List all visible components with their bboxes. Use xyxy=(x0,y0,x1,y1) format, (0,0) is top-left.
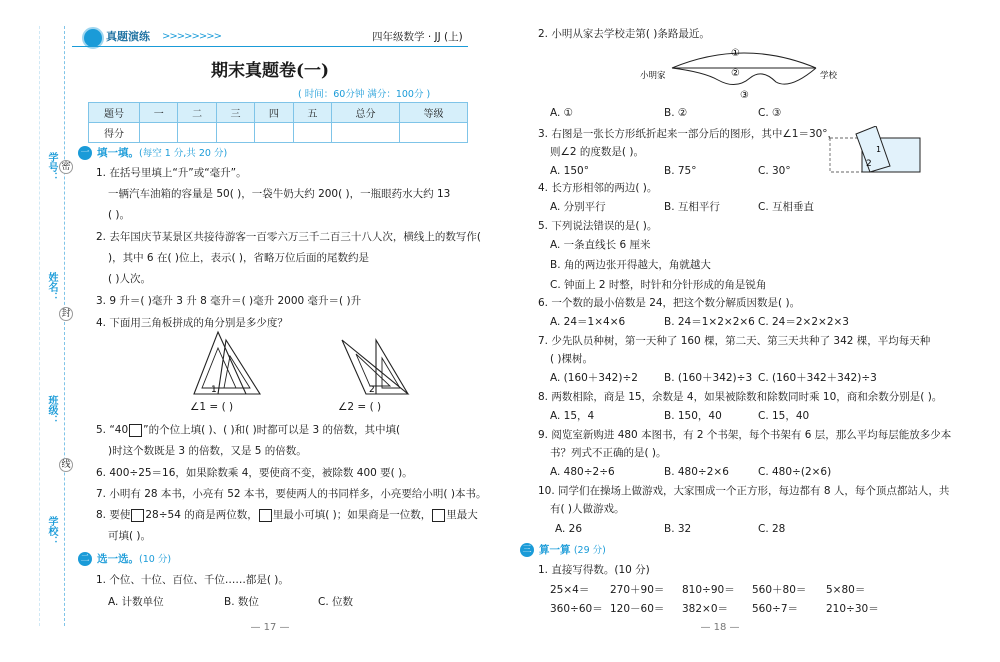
folded-paper-figure xyxy=(826,126,926,174)
r-q6-option-a[interactable]: A. 24＝1×4×6 xyxy=(550,316,626,328)
angle-2-label: ∠2 = ( ) xyxy=(338,401,382,413)
route-path-2: ② xyxy=(731,68,740,79)
r-q9-option-b[interactable]: B. 480÷2×6 xyxy=(664,466,729,478)
binding-label-school: 学校： xyxy=(46,516,57,546)
r-q7-option-b[interactable]: B. (160＋342)÷3 xyxy=(664,372,753,384)
fold-angle-2: 2 xyxy=(866,159,872,169)
r-q2-option-a[interactable]: A. ① xyxy=(550,107,574,119)
q6-line: 6. 400÷25＝16，如果除数乘 4，要使商不变，被除数 400 要( )。 xyxy=(96,467,413,479)
calc-item: 382×0＝ xyxy=(682,603,729,615)
s2-q1-option-a[interactable]: A. 计数单位 xyxy=(108,596,164,608)
seal-feng: 封 xyxy=(59,307,73,321)
binding-label-student-id: 学号： xyxy=(46,152,57,182)
section-1-title: 填一填。 xyxy=(97,147,139,159)
q8-part4: 里最大 xyxy=(446,509,478,521)
left-page-number: — 17 — xyxy=(250,622,290,633)
section-3-title: 算一算 xyxy=(539,544,571,556)
binding-line-outer xyxy=(39,26,40,626)
r-q3-option-a[interactable]: A. 150° xyxy=(550,165,589,177)
r-q9-line2: 书？列式不正确的是( )。 xyxy=(550,447,667,459)
score-cell[interactable] xyxy=(216,123,254,143)
section-2-number: 二 xyxy=(78,552,92,566)
r-q2-option-b[interactable]: B. ② xyxy=(664,107,688,119)
section-3-header xyxy=(520,543,606,558)
r-q5-option-a[interactable]: A. 一条直线长 6 厘米 xyxy=(550,239,651,251)
route-path-1: ① xyxy=(731,48,740,59)
right-page-number: — 18 — xyxy=(700,622,740,633)
q5-blank-box[interactable] xyxy=(129,424,142,437)
r-q5-option-b[interactable]: B. 角的两边张开得越大，角就越大 xyxy=(550,259,711,271)
r-q10-line2: 有( )人做游戏。 xyxy=(550,503,625,515)
q8-line1 xyxy=(96,508,478,522)
r-q3-line1: 3. 右图是一张长方形纸折起来一部分后的图形，其中∠1＝30°， xyxy=(538,128,839,140)
angle-2-marker: 2 xyxy=(369,385,375,395)
score-header-cell: 四 xyxy=(255,103,293,123)
angle-1-label: ∠1 = ( ) xyxy=(190,401,234,413)
score-header-cell: 总分 xyxy=(332,103,400,123)
r-q7-line1: 7. 少先队员种树，第一天种了 160 棵，第二天、第三天共种了 342 棵，平均每天种 xyxy=(538,335,931,347)
angle-1-marker: 1 xyxy=(211,385,217,395)
r-q3-line2: 则∠2 的度数是( )。 xyxy=(550,146,644,158)
q1-line1: 1. 在括号里填上“升”或“毫升”。 xyxy=(96,167,247,179)
q8-part3: 里最小可填( )；如果商是一位数， xyxy=(272,509,432,521)
r-q8-option-a[interactable]: A. 15，4 xyxy=(550,410,595,422)
r-q3-option-b[interactable]: B. 75° xyxy=(664,165,697,177)
s2-q1-line: 1. 个位、十位、百位、千位……都是( )。 xyxy=(96,574,289,586)
q2-line1: 2. 去年国庆节某景区共接待游客一百零六万三千二百三十八人次，横线上的数写作( xyxy=(96,231,481,243)
q8-part2: 28÷54 的商是两位数， xyxy=(145,509,258,521)
q1-line2: 一辆汽车油箱的容量是 50( )，一袋牛奶大约 200( )，一瓶眼药水大约 13 xyxy=(108,188,451,200)
r-q4-line: 4. 长方形相邻的两边( )。 xyxy=(538,182,658,194)
q7-line: 7. 小明有 28 本书，小亮有 52 本书，要使两人的书同样多，小亮要给小明( )本书。 xyxy=(96,488,487,500)
calc-item: 5×80＝ xyxy=(826,584,866,596)
r-q8-option-c[interactable]: C. 15，40 xyxy=(758,410,810,422)
q4-line: 4. 下面用三角板拼成的角分别是多少度？ xyxy=(96,317,288,329)
section-2-note: (10 分) xyxy=(139,554,172,565)
q8-prefix: 8. 要使 xyxy=(96,509,131,521)
score-header-cell: 二 xyxy=(178,103,216,123)
q2-line2: )，其中 6 在( )位上，表示( )，省略万位后面的尾数约是 xyxy=(108,252,370,264)
r-q7-option-a[interactable]: A. (160＋342)÷2 xyxy=(550,372,638,384)
q2-line3: ( )人次。 xyxy=(108,273,152,285)
r-q6-option-b[interactable]: B. 24＝1×2×2×6 xyxy=(664,316,755,328)
r-q7-option-c[interactable]: C. (160＋342＋342)÷3 xyxy=(758,372,877,384)
route-end-label: 学校 xyxy=(820,71,838,81)
section-1-number: 一 xyxy=(78,146,92,160)
r-q5-line: 5. 下列说法错误的是( )。 xyxy=(538,220,658,232)
r-q6-line: 6. 一个数的最小倍数是 24，把这个数分解质因数是( )。 xyxy=(538,297,801,309)
r-q2-line: 2. 小明从家去学校走第( )条路最近。 xyxy=(538,28,710,40)
route-path-3: ③ xyxy=(740,90,749,100)
r-q2-option-c[interactable]: C. ③ xyxy=(758,107,782,119)
q8-box-3[interactable] xyxy=(432,509,445,522)
calc-item: 120－60＝ xyxy=(610,603,665,615)
r-q8-line: 8. 两数相除，商是 15，余数是 4，如果被除数和除数同时乘 10，商和余数分别是( )。 xyxy=(538,391,943,403)
score-header-cell: 三 xyxy=(216,103,254,123)
binding-label-name: 姓名： xyxy=(46,272,57,302)
section-3-number: 三 xyxy=(520,543,534,557)
q8-box-2[interactable] xyxy=(259,509,272,522)
score-table-score-row xyxy=(89,123,468,143)
s2-q1-option-c[interactable]: C. 位数 xyxy=(318,596,354,608)
fold-angle-1: 1 xyxy=(876,145,882,154)
score-header-cell: 一 xyxy=(140,103,178,123)
q5-prefix: 5. “40 xyxy=(96,424,129,436)
score-table-header-row xyxy=(89,103,468,123)
calc-item: 25×4＝ xyxy=(550,584,590,596)
triangle-ruler-figure-2 xyxy=(338,336,422,398)
r-q4-option-a[interactable]: A. 分别平行 xyxy=(550,201,606,213)
calc-item: 560÷7＝ xyxy=(752,603,799,615)
section-3-note: (29 分) xyxy=(573,545,606,556)
q8-line2: 可填( )。 xyxy=(108,530,152,542)
seal-mi: 密 xyxy=(59,160,73,174)
header-badge: 真题演练 xyxy=(106,30,150,43)
r-q10-option-b[interactable]: B. 32 xyxy=(664,523,692,535)
r-q4-option-b[interactable]: B. 互相平行 xyxy=(664,201,720,213)
score-cell[interactable] xyxy=(140,123,178,143)
section-2-header xyxy=(78,552,171,567)
binding-label-class: 班级： xyxy=(46,395,57,425)
score-table xyxy=(88,102,468,143)
page-title: 期末真题卷(一) xyxy=(210,61,330,81)
header-subject: 四年级数学 · JJ (上) xyxy=(372,31,463,43)
q3-line: 3. 9 升＝( )毫升 3 升 8 毫升＝( )毫升 2000 毫升＝( )升 xyxy=(96,295,362,307)
seal-xian: 线 xyxy=(59,458,73,472)
r-q9-option-c[interactable]: C. 480÷(2×6) xyxy=(758,466,832,478)
section-1-note: (每空 1 分,共 20 分) xyxy=(139,148,228,159)
calc-item: 270＋90＝ xyxy=(610,584,665,596)
section-1-header xyxy=(78,146,227,161)
calc-item: 810÷90＝ xyxy=(682,584,735,596)
calc-item: 360÷60＝ xyxy=(550,603,603,615)
score-cell[interactable] xyxy=(399,123,467,143)
r-q10-option-a[interactable]: A. 26 xyxy=(555,523,583,535)
s3-q1-line: 1. 直接写得数。(10 分) xyxy=(538,564,650,576)
r-q10-line1: 10. 同学们在操场上做游戏，大家围成一个正方形，每边都有 8 人，每个顶点都站人，共 xyxy=(538,485,950,497)
time-info: ( 时间：60分钟 满分：100分 ) xyxy=(298,89,431,100)
r-q5-option-c[interactable]: C. 钟面上 2 时整，时针和分针形成的角是锐角 xyxy=(550,279,767,291)
route-start-label: 小明家 xyxy=(640,71,666,81)
r-q9-line1: 9. 阅览室新购进 480 本图书，有 2 个书架，每个书架有 6 层，那么平均每层能放多少本 xyxy=(538,429,952,441)
calc-item: 210÷30＝ xyxy=(826,603,879,615)
header-rule xyxy=(72,46,468,47)
r-q9-option-a[interactable]: A. 480÷2÷6 xyxy=(550,466,615,478)
score-cell[interactable] xyxy=(332,123,400,143)
calc-item: 560＋80＝ xyxy=(752,584,807,596)
r-q7-line2: ( )棵树。 xyxy=(550,353,594,365)
score-cell[interactable] xyxy=(293,123,331,143)
q1-line3: ( )。 xyxy=(108,209,131,221)
s2-q1-option-b[interactable]: B. 数位 xyxy=(224,596,259,608)
header-arrows: >>>>>>>> xyxy=(162,31,222,42)
q5-line1 xyxy=(96,423,400,437)
q5-rest: ”的个位上填( )、( )和( )时都可以是 3 的倍数，其中填( xyxy=(143,424,401,436)
q5-line2: )时这个数既是 3 的倍数，又是 5 的倍数。 xyxy=(108,445,307,457)
score-cell[interactable] xyxy=(255,123,293,143)
triangle-ruler-figure-1 xyxy=(188,330,268,398)
r-q6-option-c[interactable]: C. 24＝2×2×2×3 xyxy=(758,316,849,328)
binding-line xyxy=(64,26,65,626)
r-q4-option-c[interactable]: C. 互相垂直 xyxy=(758,201,815,213)
score-row-label: 得分 xyxy=(89,123,140,143)
r-q8-option-b[interactable]: B. 150，40 xyxy=(664,410,722,422)
score-cell[interactable] xyxy=(178,123,216,143)
section-2-title: 选一选。 xyxy=(97,553,139,565)
q8-box-1[interactable] xyxy=(131,509,144,522)
score-header-cell: 五 xyxy=(293,103,331,123)
score-header-cell: 题号 xyxy=(89,103,140,123)
score-header-cell: 等级 xyxy=(399,103,467,123)
route-diagram xyxy=(640,42,850,100)
r-q3-option-c[interactable]: C. 30° xyxy=(758,165,791,177)
r-q10-option-c[interactable]: C. 28 xyxy=(758,523,786,535)
